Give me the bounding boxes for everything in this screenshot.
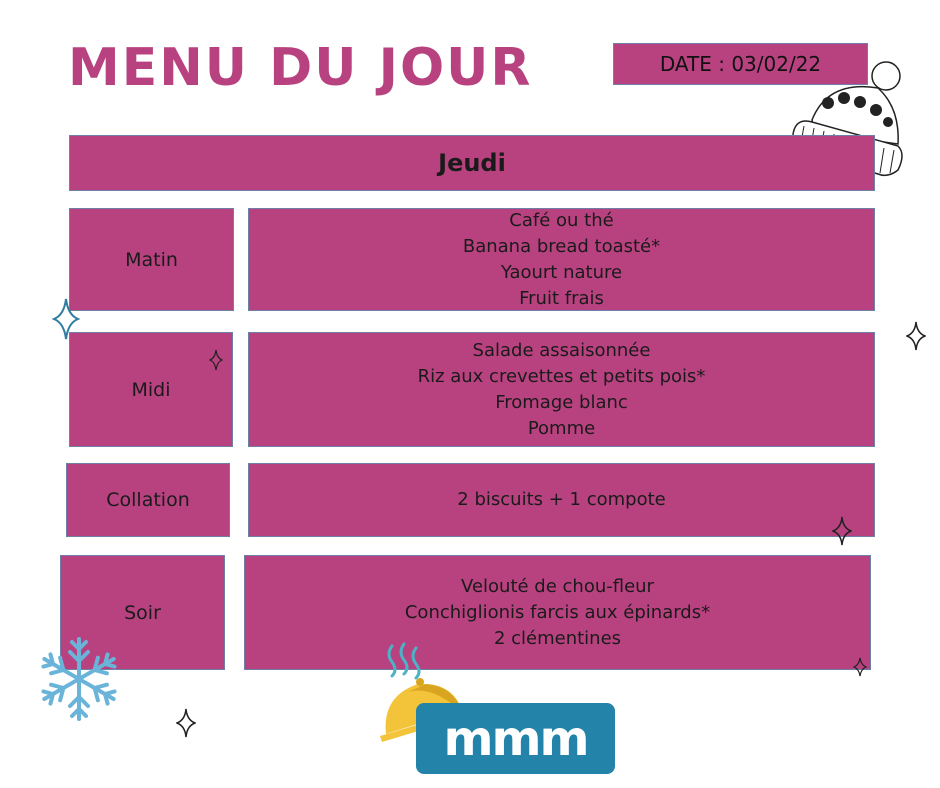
- menu-item: 2 clémentines: [493, 627, 622, 649]
- menu-item: Pomme: [527, 417, 596, 439]
- meal-label-collation: [66, 463, 230, 537]
- day-label: Jeudi: [438, 149, 506, 177]
- sparkle-icon: [52, 297, 80, 341]
- menu-item: Riz aux crevettes et petits pois*: [417, 365, 706, 387]
- menu-item: Velouté de chou-fleur: [461, 575, 654, 597]
- meal-label-text: Collation: [106, 489, 190, 511]
- sparkle-icon: [853, 657, 867, 677]
- sparkle-icon: [906, 321, 926, 351]
- menu-item: Fruit frais: [519, 287, 604, 309]
- meal-items-matin: [248, 208, 875, 311]
- snowflake-icon: [34, 634, 124, 724]
- meal-items-midi: [248, 332, 875, 447]
- mmm-logo: mmm: [416, 703, 615, 774]
- meal-label-text: Matin: [125, 248, 178, 271]
- menu-item: Café ou thé: [509, 209, 614, 231]
- menu-item: Banana bread toasté*: [462, 235, 661, 257]
- menu-item: Conchiglionis farcis aux épinards*: [404, 601, 711, 623]
- meal-items-collation: [248, 463, 875, 537]
- meal-label-text: Soir: [124, 601, 161, 624]
- sparkle-icon: [209, 349, 223, 371]
- menu-item: Salade assaisonnée: [472, 339, 651, 361]
- menu-item: 2 biscuits + 1 compote: [457, 489, 666, 510]
- sparkle-icon: [176, 708, 196, 738]
- date-badge: DATE : 03/02/22: [613, 43, 868, 85]
- day-header: [69, 135, 875, 191]
- menu-item: Fromage blanc: [495, 391, 628, 413]
- meal-label-matin: [69, 208, 234, 311]
- meal-label-text: Midi: [131, 378, 171, 401]
- menu-item: Yaourt nature: [500, 261, 623, 283]
- menu-title: MENU DU JOUR: [68, 38, 533, 98]
- sparkle-icon: [832, 516, 852, 546]
- meal-items-soir: [244, 555, 871, 670]
